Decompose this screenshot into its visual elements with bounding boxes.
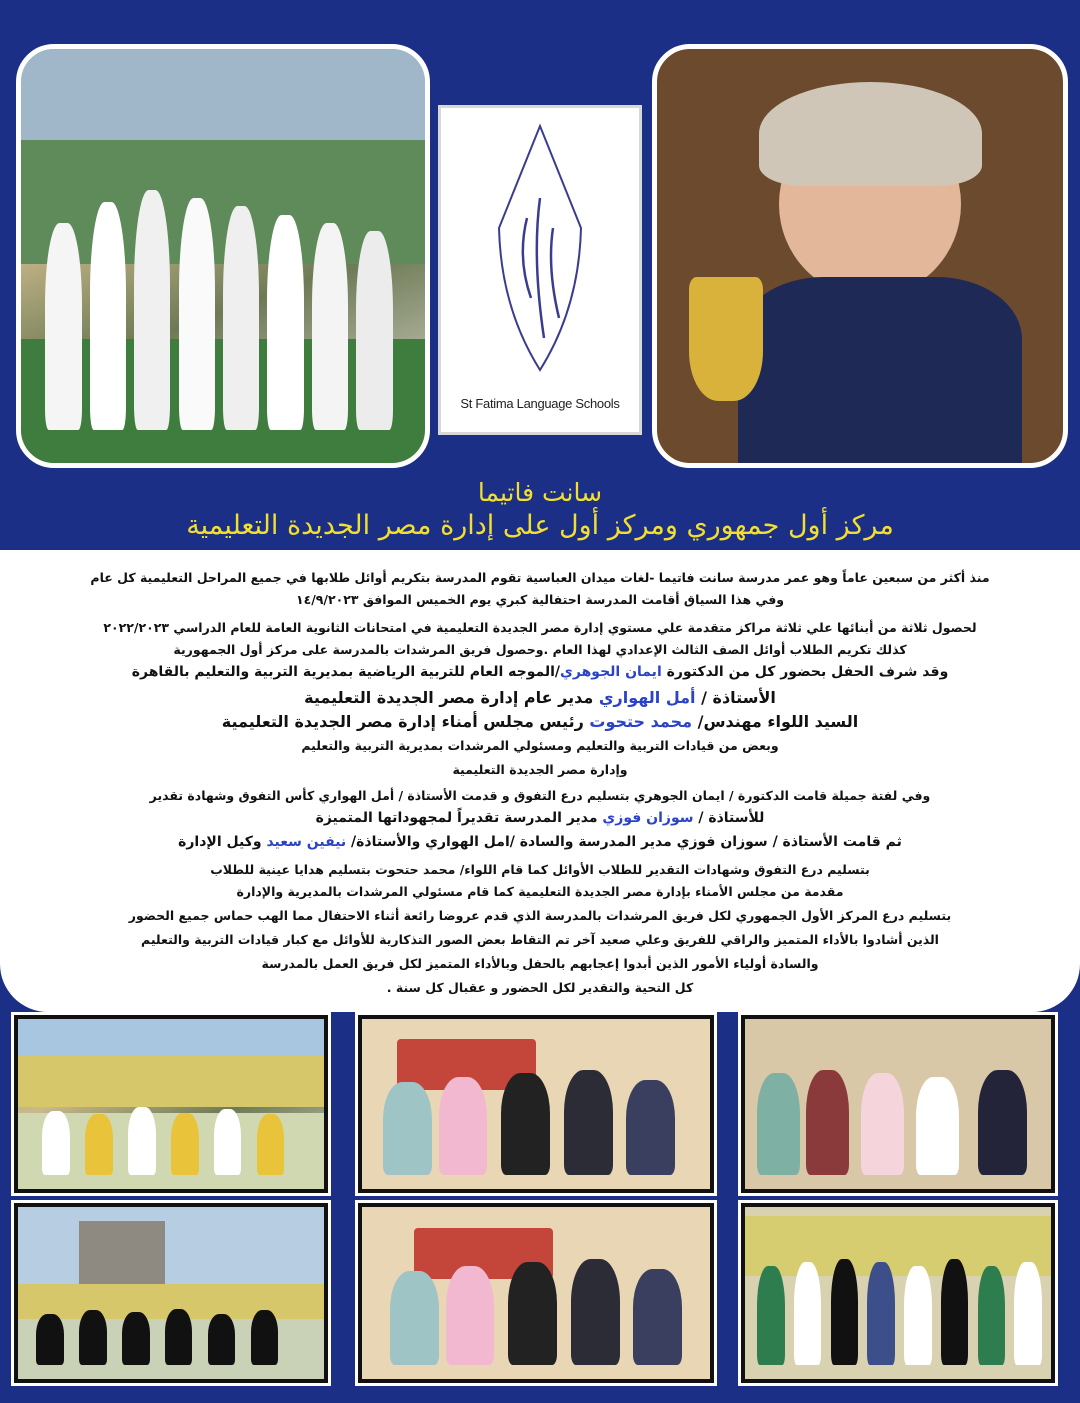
body-line-16: الذين أشادوا بالأداء المتميز والراقي للفريق وعلي صعيد آخر تم التقاط بعض الصور التذكارية للأوائل مع كبار قيادات التربية والتعليم [141,932,939,947]
shield-logo-icon [441,108,639,388]
body-line-12 [6,834,1074,850]
text-segment: السيد اللواء مهندس/ [692,712,859,731]
headline-school-name: سانت فاتيما [477,478,603,507]
body-line-15: بتسليم درع المركز الأول الجمهوري لكل فريق المرشدات بالمدرسة الذي قدم عروضا رائعة أثناء الاحتفال مما الهب حماس جميع الحضور [128,908,952,923]
school-logo-card [438,105,642,435]
text-segment: مدير المدرسة تقديراً لمجهوداتها المتميزة [315,810,603,826]
highlight-name: ايمان الجوهري [560,664,662,680]
text-segment: وكيل الإدارة [178,834,267,850]
highlight-name: نيفين سعيد [266,834,347,850]
highlight-name: أمل الهواري [598,688,696,707]
body-line-8: وبعض من قيادات التربية والتعليم ومسئولي المرشدات بمديرية التربية والتعليم [301,738,779,753]
photo-graduates-caps [14,1203,328,1383]
body-line-9: وإدارة مصر الجديدة التعليمية [452,762,628,777]
highlight-name: سوزان فوزي [602,810,694,826]
text-segment: رئيس مجلس أمناء إدارة مصر الجديدة التعليمية [221,712,590,731]
body-line-11 [6,810,1074,826]
text-segment: وقد شرف الحفل بحضور كل من الدكتورة [661,664,949,680]
body-line-4: كذلك تكريم الطلاب أوائل الصف الثالث الإعدادي لهذا العام .وحصول فريق المرشدات بالمدرسة على مركز أول الجمهورية [173,642,907,657]
text-segment: مدير عام إدارة مصر الجديدة التعليمية [304,688,599,707]
headline-achievement: مركز أول جمهوري ومركز أول على إدارة مصر الجديدة التعليمية [186,510,894,541]
body-line-5 [6,664,1074,680]
body-line-17: والسادة أولياء الأمور الذين أبدوا إعجابهم بالحفل وبالأداء المتميز لكل فريق العمل بالمدرسة [261,956,819,971]
highlight-name: محمد حتحوت [589,712,693,731]
photo-group-graduation [741,1203,1055,1383]
article-text-panel [0,550,1080,1012]
body-line-13: بتسليم درع التفوق وشهادات التقدير للطلاب الأوائل كما قام اللواء/ محمد حتحوت بتسليم هدايا عينية للطلاب [210,862,870,877]
body-line-2: وفي هذا السياق أقامت المدرسة احتفالية كبري يوم الخميس الموافق ١٤/٩/٢٠٢٣ [295,592,785,607]
body-line-10: وفي لفتة جميلة قامت الدكتورة / ايمان الجوهري بتسليم درع التفوق و قدمت الأستاذة / أمل الهواري كأس التفوق وشهادة تقدير [149,788,931,803]
photo-group-students-yard [14,1015,328,1193]
body-line-14: مقدمة من مجلس الأمناء بإدارة مصر الجديدة التعليمية كما قام مسئولي المرشدات بالمديرية والإدارة [236,884,844,899]
photo-officials-stage-2 [358,1203,714,1383]
body-line-3: لحصول ثلاثة من أبنائها علي ثلاثة مراكز متقدمة علي مستوي إدارة مصر الجديدة التعليمية في امتحانات الثانوية العامة للعام الدراسي ٢٠٢٢/٢٠٢٣ [103,620,977,635]
text-segment: الأستاذة / [695,688,776,707]
body-line-18: كل التحية والتقدير لكل الحضور و عقبال كل سنة . [386,980,694,995]
body-line-6 [6,688,1074,707]
photo-certificate-handover [741,1015,1055,1193]
photo-principal-trophy [652,44,1068,468]
body-line-1: منذ أكثر من سبعين عاماً وهو عمر مدرسة سانت فاتيما -لغات ميدان العباسية تقوم المدرسة بتكريم أوائل طلابها في جميع المراحل التعليمية كل عام [90,570,990,585]
body-line-7 [6,712,1074,731]
logo-caption: St Fatima Language Schools [460,396,620,411]
text-segment: للأستاذة / [693,810,765,826]
text-segment: /الموجه العام للتربية الرياضية بمديرية التربية والتعليم بالقاهرة [131,664,561,680]
text-segment: ثم قامت الأستاذة / سوزان فوزي مدير المدرسة والسادة /امل الهواري والأستاذة/ [346,834,902,850]
photo-officials-stage-1 [358,1015,714,1193]
photo-scout-parade [16,44,430,468]
